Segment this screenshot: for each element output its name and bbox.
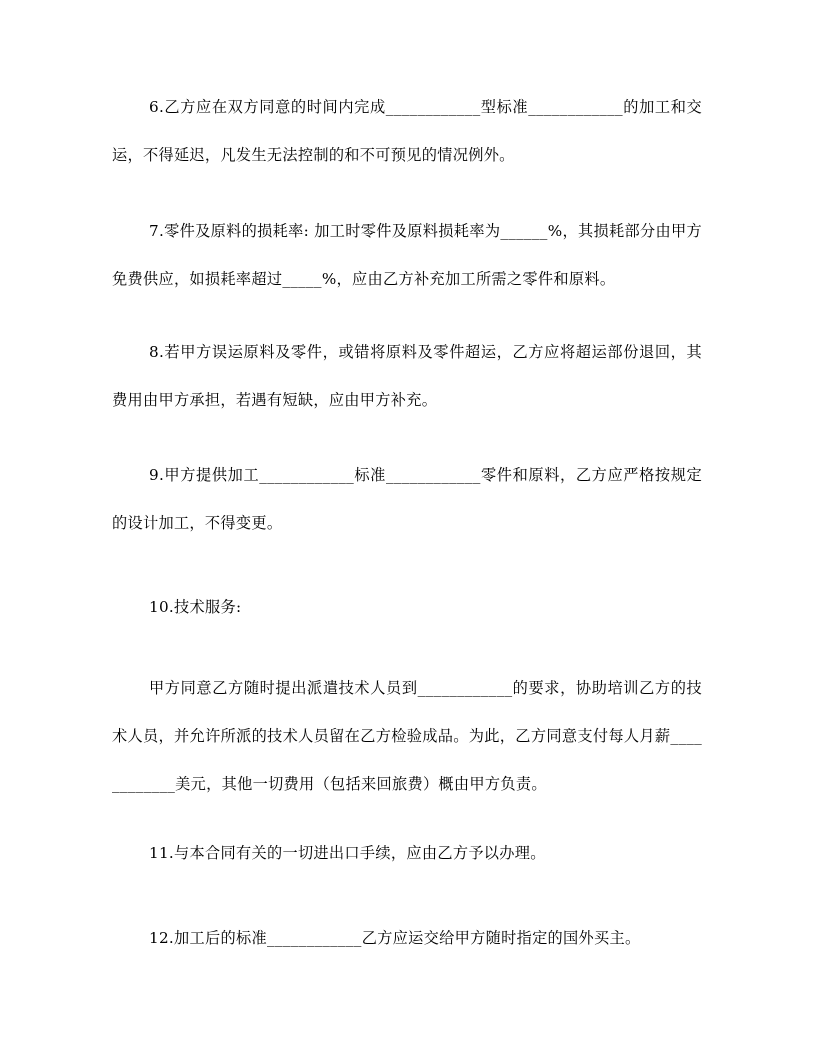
clause-8-paragraph: 8.若甲方误运原料及零件，或错将原料及零件超运，乙方应将超运部份退回，其费用由甲方承担，若遇有短缺，应由甲方补充。 [112,343,702,409]
clause-6-paragraph: 6.乙方应在双方同意的时间内完成____________型标准____________的加工和交运，不得延迟，凡发生无法控制的和不可预见的情况例外。 [112,98,702,164]
clause-9-paragraph: 9.甲方提供加工____________标准____________零件和原料，乙方应严格按规定的设计加工，不得变更。 [112,466,702,532]
clause-10-heading: 10.技术服务: [149,598,242,616]
clause-7-paragraph: 7.零件及原料的损耗率: 加工时零件及原料损耗率为______%，其损耗部分由甲方免费供应，如损耗率超过_____%，应由乙方补充加工所需之零件和原料。 [112,222,702,288]
clause-12-paragraph: 12.加工后的标准____________乙方应运交给甲方随时指定的国外买主。 [149,929,641,947]
clause-11-paragraph: 11.与本合同有关的一切进出口手续，应由乙方予以办理。 [149,844,546,862]
clause-10-body-paragraph: 甲方同意乙方随时提出派遣技术人员到____________的要求，协助培训乙方的技术人员，并允许所派的技术人员留在乙方检验成品。为此，乙方同意支付每人月薪____________美元，其他一切费用（包括来回旅费）概由甲方负责。 [112,679,702,793]
